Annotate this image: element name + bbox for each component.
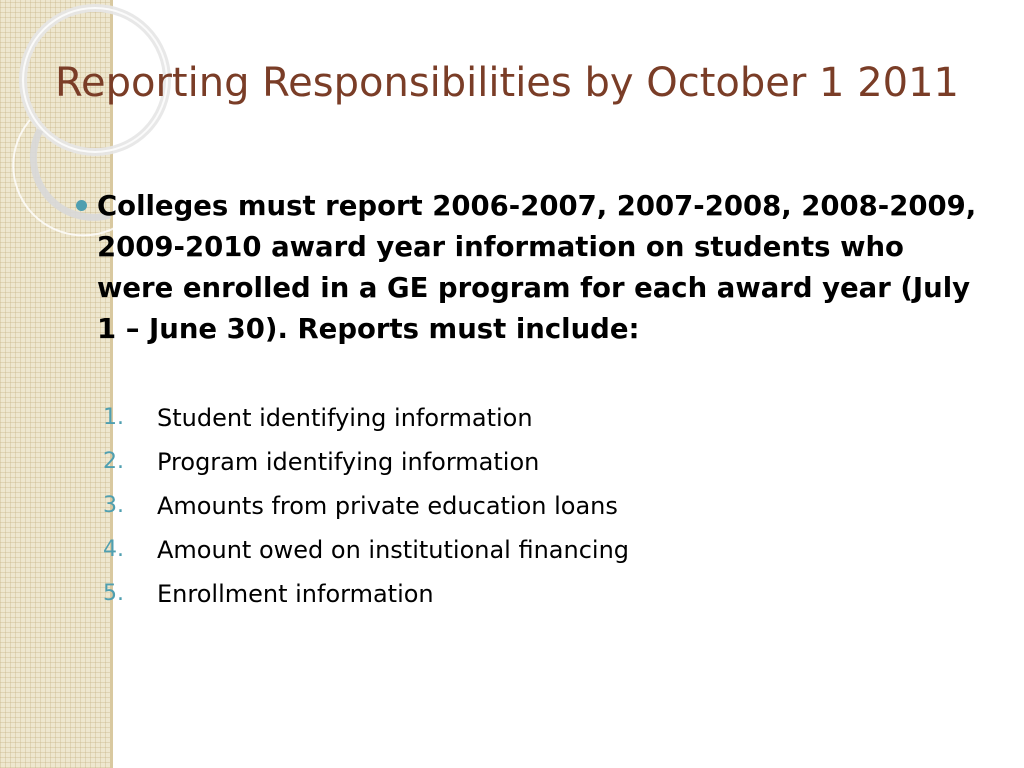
list-number: 4. — [103, 537, 124, 562]
list-number: 5. — [103, 581, 124, 606]
list-item — [90, 528, 890, 572]
list-item — [90, 572, 890, 616]
list-item-text: Student identifying information — [157, 404, 533, 432]
list-item-text: Amounts from private education loans — [157, 492, 618, 520]
list-item — [90, 396, 890, 440]
list-number: 3. — [103, 493, 124, 518]
main-bullet-text: Colleges must report 2006-2007, 2007-2008, 2008-2009, 2009-2010 award year information on students who were enrolled in a GE program for each award year (July 1 – June 30). Reports must include: — [97, 190, 977, 345]
numbered-list — [90, 396, 890, 616]
list-number: 1. — [103, 405, 124, 430]
list-item — [90, 484, 890, 528]
slide-title: Reporting Responsibilities by October 1 2011 — [55, 60, 960, 106]
bullet-dot-icon — [76, 200, 87, 211]
list-item-text: Enrollment information — [157, 580, 434, 608]
list-item-text: Program identifying information — [157, 448, 540, 476]
list-item — [90, 440, 890, 484]
list-item-text: Amount owed on institutional financing — [157, 536, 630, 564]
list-number: 2. — [103, 449, 124, 474]
